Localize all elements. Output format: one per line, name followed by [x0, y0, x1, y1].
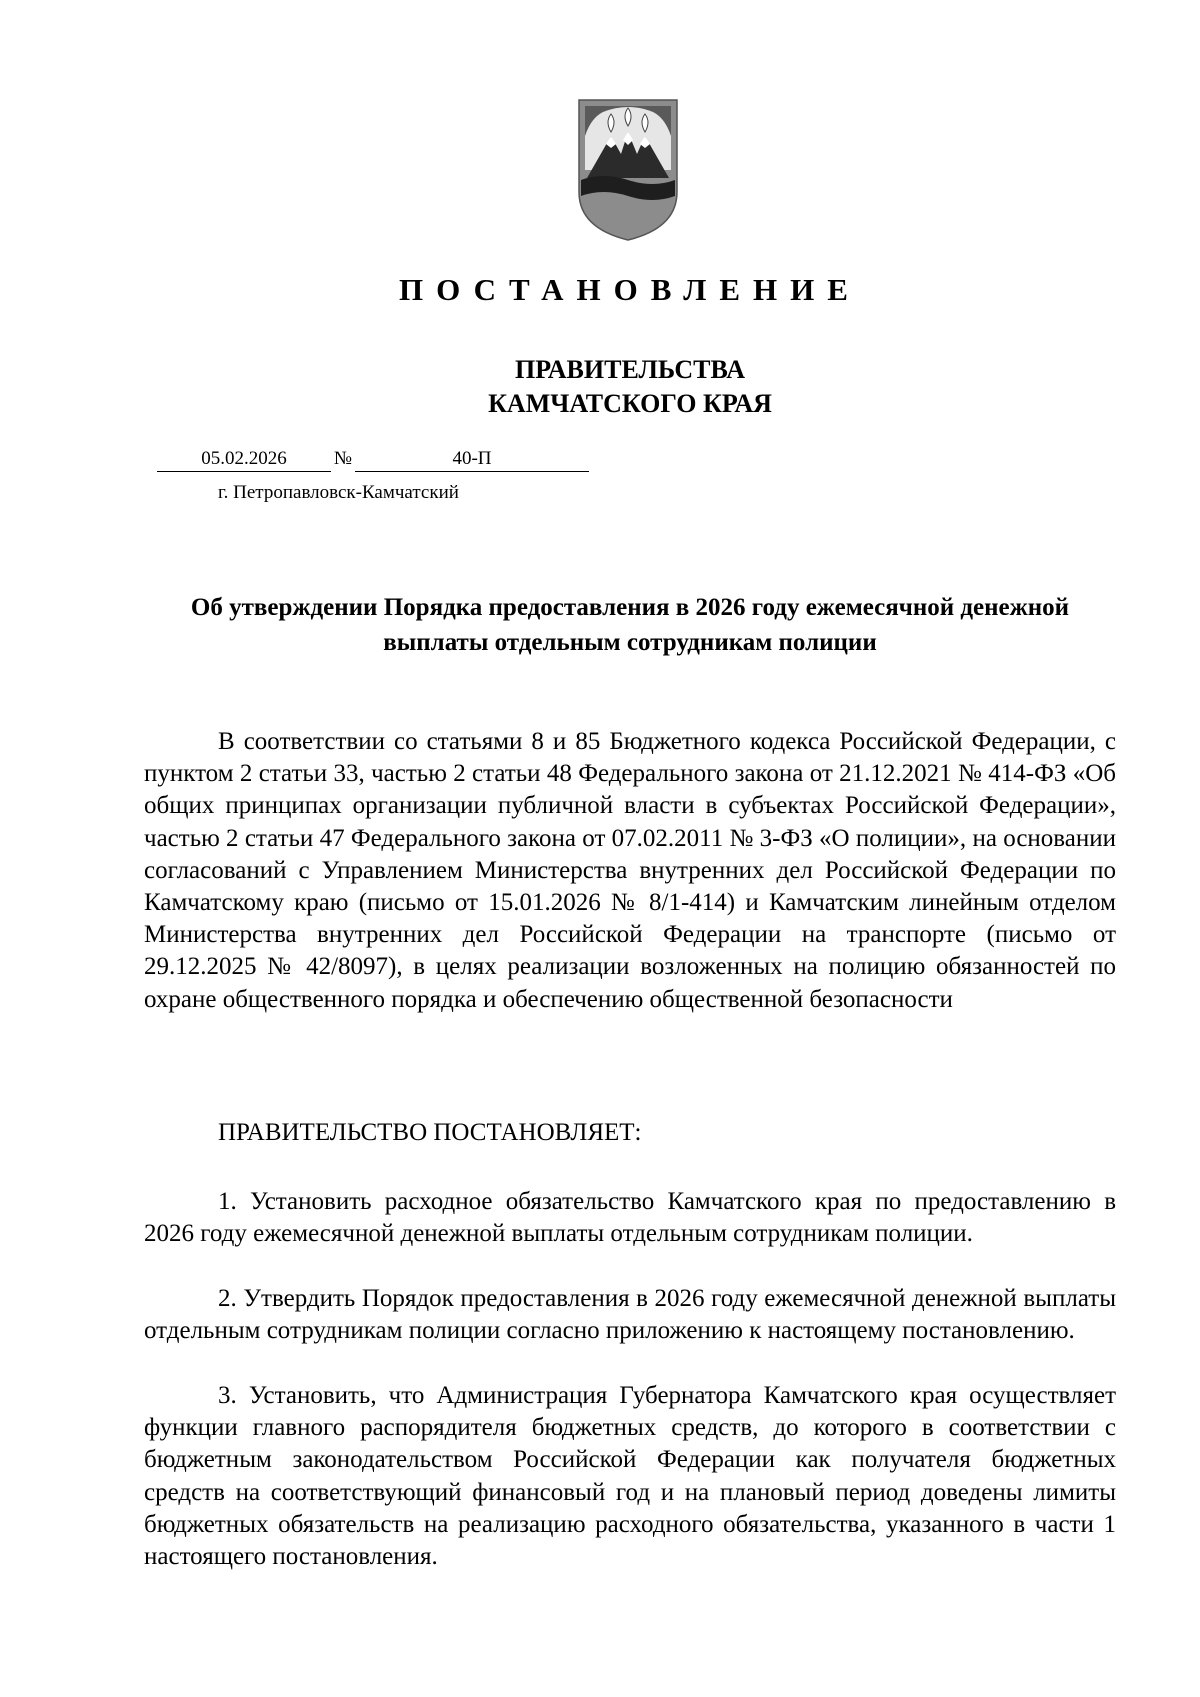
document-type-heading: ПОСТАНОВЛЕНИЕ: [399, 272, 861, 307]
document-number: 40-П: [355, 447, 589, 472]
city-line: г. Петропавловск-Камчатский: [218, 482, 459, 503]
preamble-paragraph: В соответствии со статьями 8 и 85 Бюджетного кодекса Российской Федерации, с пунктом 2 статьи 33, частью 2 статьи 48 Федерального закона от 21.12.2021 № 414-ФЗ «Об общих принципах организации публичной власти в субъектах Российской Федерации», частью 2 статьи 47 Федерального закона от 07.02.2011 № 3-ФЗ «О полиции», на основании согласований с Управлением Министерства внутренних дел Российской Федерации по Камчатскому краю (письмо от 15.01.2026 № 8/1-414) и Камчатским линейным отделом Министерства внутренних дел Российской Федерации на транспорте (письмо от 29.12.2025 № 42/8097), в целях реализации возложенных на полицию обязанностей по охране общественного порядка и обеспечению общественной безопасности: [144, 728, 1116, 1013]
list-item: 1. Установить расходное обязательство Камчатского края по предоставлению в 2026 году ежемесячной денежной выплаты отдельным сотрудникам полиции.: [144, 1188, 1116, 1248]
number-sign: №: [333, 448, 353, 469]
issuer-line-2: КАМЧАТСКОГО КРАЯ: [488, 389, 772, 418]
decree-statement: ПРАВИТЕЛЬСТВО ПОСТАНОВЛЯЕТ:: [218, 1119, 642, 1146]
issuer-line-1: ПРАВИТЕЛЬСТВА: [515, 355, 745, 384]
list-item: 3. Установить, что Администрация Губернатора Камчатского края осуществляет функции главного распорядителя бюджетных средств, до которого в соответствии с бюджетным законодательством Российской Федерации как получателя бюджетных средств на соответствующий финансовый год и на плановый период доведены лимиты бюджетных обязательств на реализацию расходного обязательства, указанного в части 1 настоящего постановления.: [144, 1382, 1116, 1571]
document-date: 05.02.2026: [157, 447, 331, 472]
date-number-line: [157, 447, 589, 473]
document-title: Об утверждении Порядка предоставления в 2026 году ежемесячной денежной выплаты отдельным сотрудникам полиции: [190, 594, 1070, 656]
kamchatka-coat-of-arms-icon: [573, 96, 683, 242]
list-item: 2. Утвердить Порядок предоставления в 2026 году ежемесячной денежной выплаты отдельным сотрудникам полиции согласно приложению к настоящему постановлению.: [144, 1285, 1116, 1345]
